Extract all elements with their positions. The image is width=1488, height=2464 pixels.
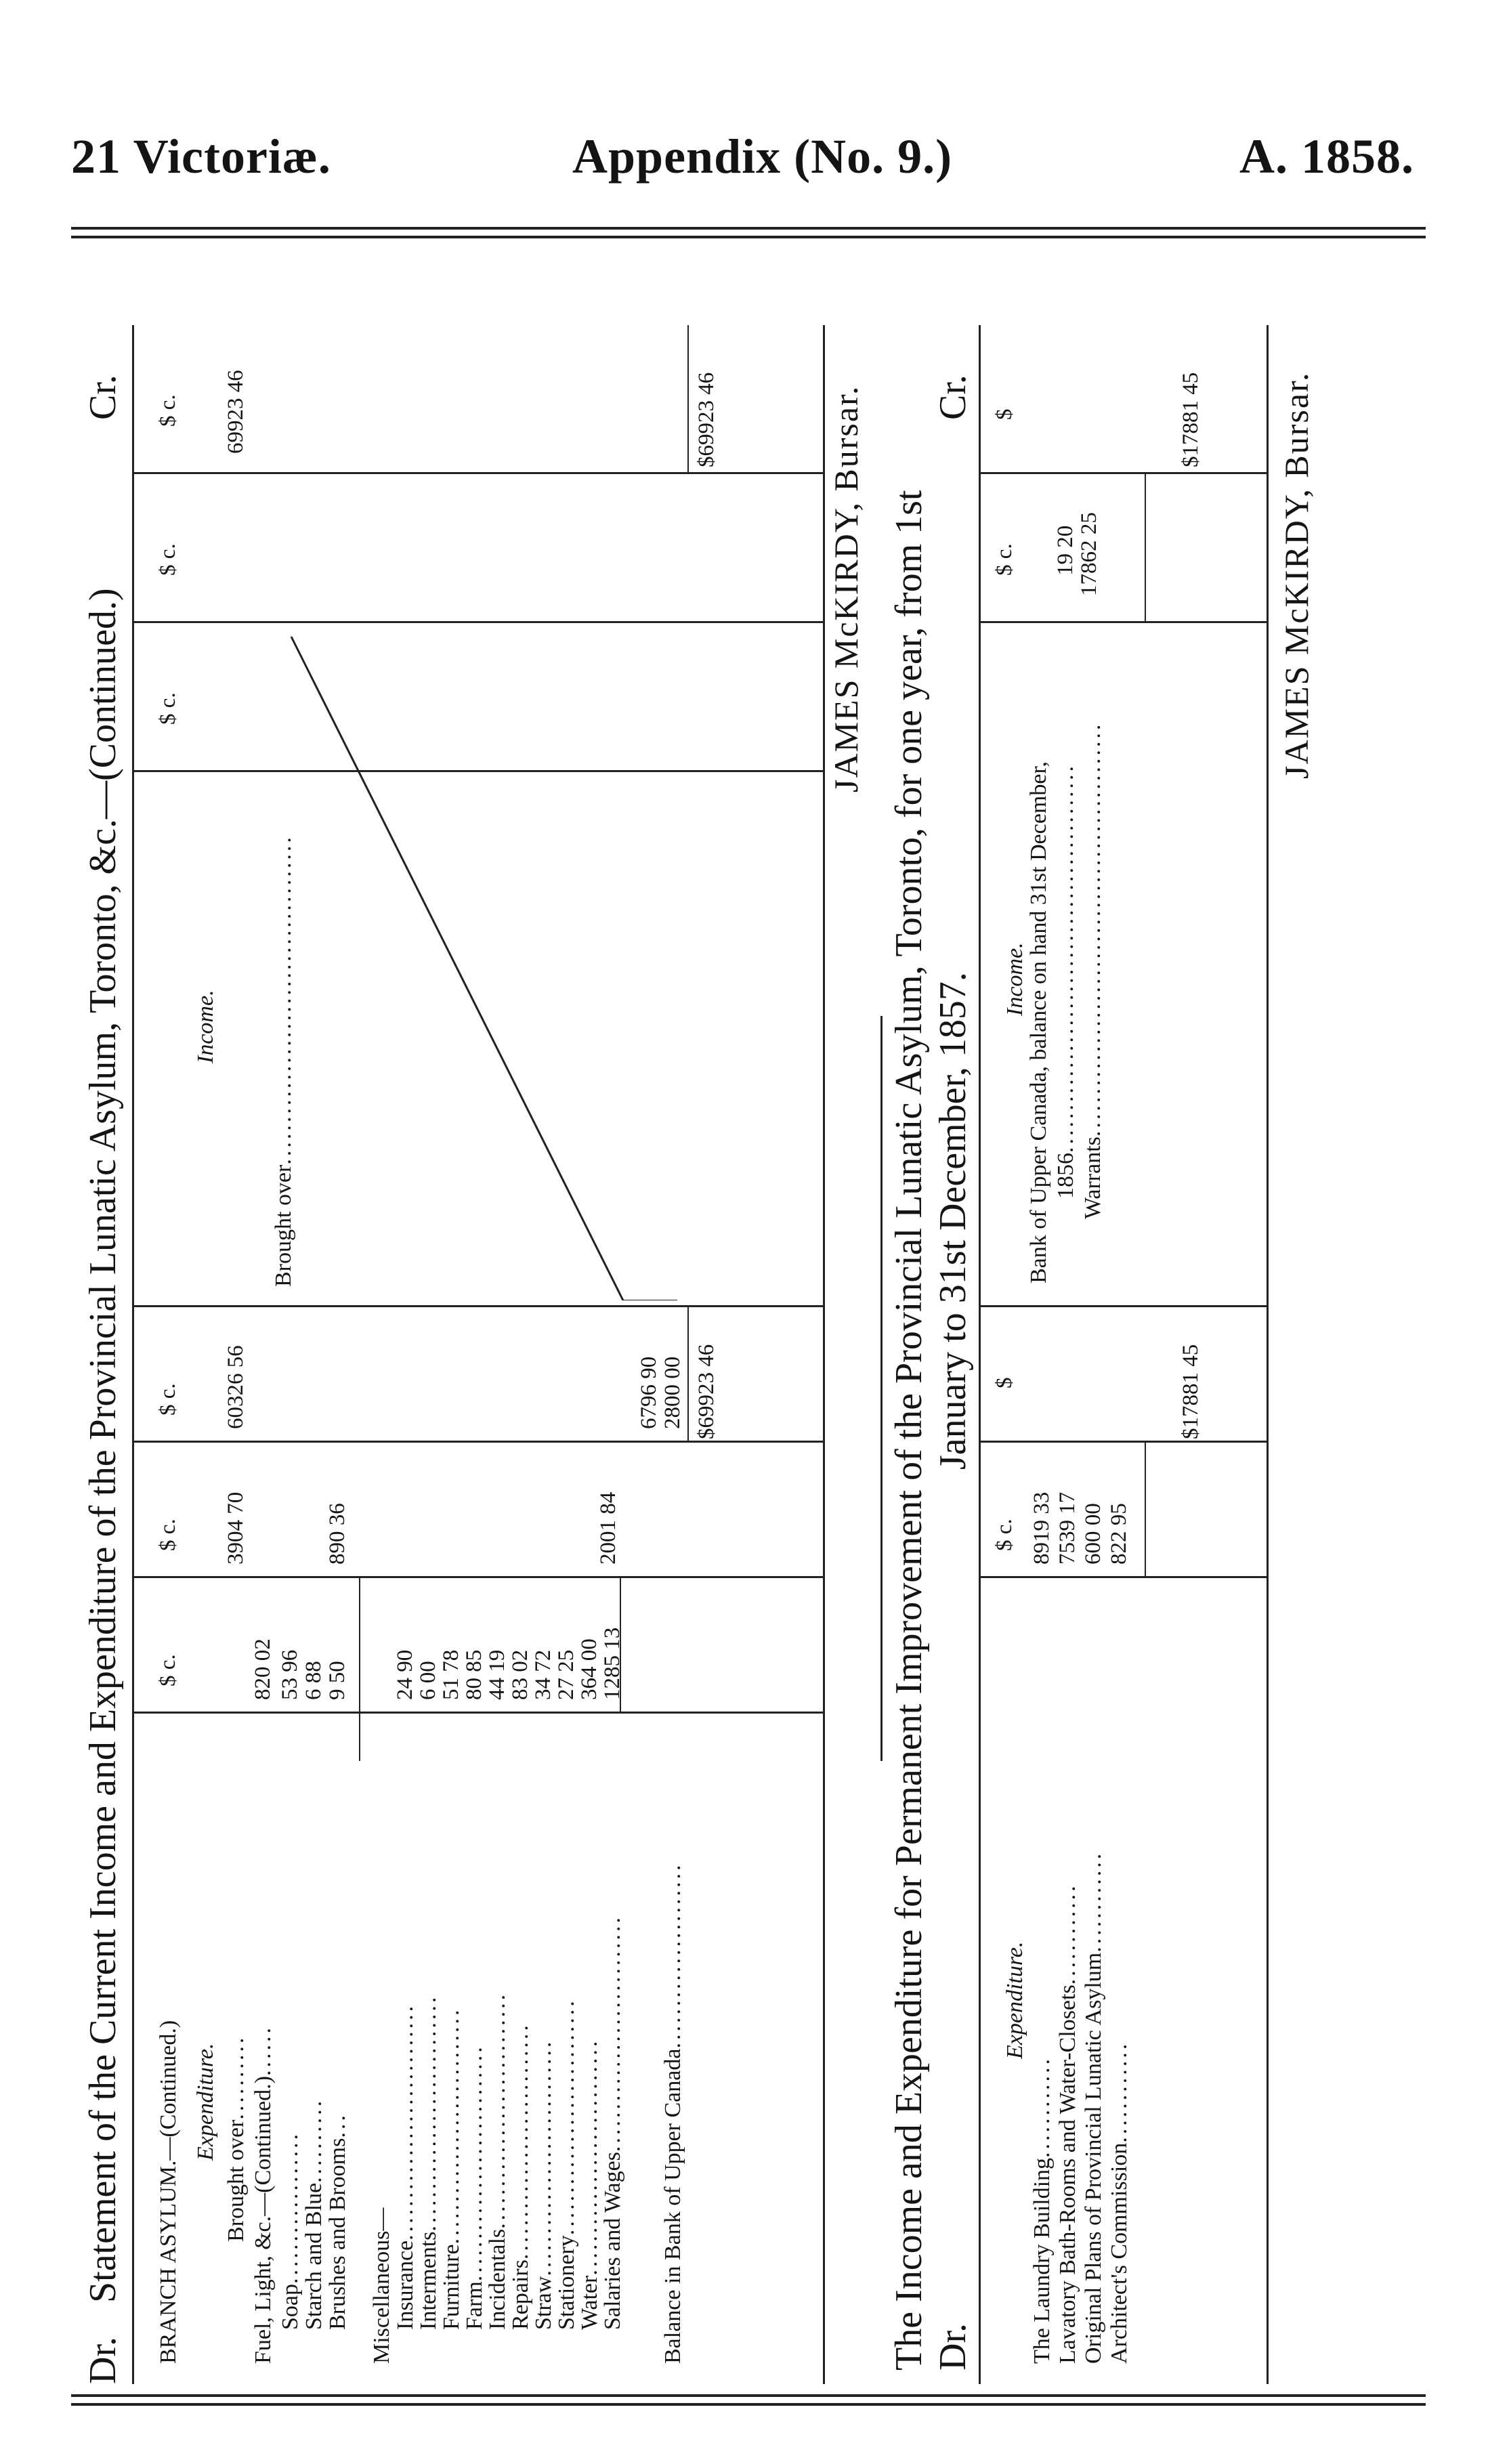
s2-expenditure-row-value: 822 95 (1107, 1503, 1131, 1565)
s2-expenditure-row-label: The Laundry Building............ (1029, 2056, 1055, 2364)
s1-brought-over-col3: 60326 56 (224, 1345, 248, 1429)
misc-row-value: 83 02 (508, 1649, 532, 1700)
s1-total-rule-dr (687, 1307, 689, 1443)
misc-row-label: Interments............................ (416, 1994, 441, 2330)
s1-inc-currency3: $ c. (156, 394, 180, 427)
s1-col1-left (134, 1712, 823, 1714)
s1-brushes-col2: 890 36 (325, 1503, 349, 1565)
s1-income-heading: Income. (193, 990, 218, 1063)
s2-income-2: Warrants................................................. (1080, 721, 1105, 1219)
statement2-title-rule (880, 1016, 883, 1761)
s2-expenditure-row-label: Original Plans of Provincial Lunatic Asylum............ (1081, 1850, 1106, 2364)
s1-sum-b: 2800 00 (660, 1356, 685, 1429)
s2-income-1b: 1856.............................................. (1053, 763, 1078, 1199)
s1-cancel-diagonal (284, 623, 691, 1300)
s1-starch-col1: 6 88 (301, 1661, 326, 1700)
misc-row-label: Farm............................ (462, 2044, 487, 2330)
s2-currency-col1: $ c. (992, 1518, 1017, 1551)
s1-brought-over-col2: 3904 70 (224, 1491, 248, 1565)
s1-soap-col1: 53 96 (278, 1649, 302, 1700)
misc-row-value: 27 25 (554, 1649, 578, 1700)
s1-currency-col2: $ c. (156, 1518, 180, 1551)
s2-inc-col2 (981, 472, 1267, 474)
statement2-top-rule (979, 325, 981, 2384)
s1-inc-col3 (134, 472, 823, 474)
misc-row-label: Stationery............................ (554, 1998, 579, 2330)
header-center: Appendix (No. 9.) (572, 129, 953, 184)
s1-brought-over: Brought over.......... (224, 2035, 249, 2242)
s1-total-cr: $69923 46 (694, 372, 719, 467)
header-left: 21 Victoriæ. (71, 129, 331, 184)
s1-misc-total: 2001 84 (596, 1491, 620, 1565)
s1-divider-dr-cr (134, 1305, 823, 1307)
misc-row-label: Straw............................ (531, 2039, 556, 2330)
bottom-rule-2 (71, 2403, 1426, 2406)
misc-row-label: Insurance............................ (393, 2003, 418, 2330)
s2-inc-col1 (981, 621, 1267, 623)
header-right: A. 1858. (1239, 129, 1414, 184)
s2-expenditure-row-label: Architect's Commission............ (1107, 2041, 1132, 2364)
misc-row-value: 24 90 (393, 1649, 417, 1700)
s1-inc-currency2: $ c. (156, 543, 180, 576)
misc-row-label: Repairs............................ (508, 2022, 533, 2330)
misc-row-label: Incidentals............................ (485, 1991, 510, 2330)
misc-row-label: Water............................ (577, 2038, 602, 2330)
misc-row-value: 34 72 (531, 1649, 555, 1700)
s1-currency-col3: $ c. (156, 1383, 180, 1416)
s2-income-1: Bank of Upper Canada, balance on hand 31st December, (1026, 761, 1051, 1283)
statement1-dr: Dr. (82, 2337, 124, 2384)
misc-row-label: Salaries and Wages............................ (600, 1915, 625, 2330)
misc-row-label: Furniture............................ (439, 2007, 464, 2330)
s1-section: BRANCH ASYLUM.—(Continued.) (156, 2020, 181, 2364)
statement2-bottom-rule (1267, 325, 1269, 2384)
bottom-rule (71, 2394, 1426, 2397)
statement1-top-rule (132, 325, 134, 2384)
s1-currency-col1: $ c. (156, 1654, 180, 1686)
s1-income-value: 69923 46 (224, 370, 248, 454)
misc-row-value: 51 78 (439, 1649, 463, 1700)
s2-income-1-value: 19 20 (1053, 525, 1078, 576)
s1-col3-left (134, 1441, 823, 1443)
s2-expenditure-row-label: Lavatory Bath-Rooms and Water-Closets............ (1055, 1883, 1080, 2364)
s1-inc-currency1: $ c. (156, 692, 180, 725)
statement2-title-line2: January to 31st December, 1857. (932, 972, 974, 1470)
misc-row-value: 44 19 (485, 1649, 509, 1700)
s1-misc-rule (359, 1578, 360, 1761)
s1-fuel: Fuel, Light, &c.—(Continued.)...... (251, 2025, 276, 2364)
s2-total-cr: $17881 45 (1178, 372, 1203, 467)
statement2-title-line1: The Income and Expenditure for Permanent Improvement of the Provincial Lunatic Asylum, Toronto, for one year, from 1st (888, 490, 930, 2371)
s1-total-dr: $69923 46 (694, 1344, 719, 1439)
s2-inc-currency1: $ c. (992, 543, 1017, 576)
misc-row-value: 364 00 (577, 1638, 601, 1700)
s2-inc-total-rule (1145, 474, 1146, 623)
top-rule (71, 227, 1426, 230)
s2-inc-currency2: $ (992, 408, 1017, 420)
s2-income-heading: Income. (1002, 942, 1027, 1016)
s1-misc-heading: Miscellaneous— (369, 2207, 394, 2364)
top-rule-2 (71, 236, 1426, 238)
misc-row-value: 80 85 (462, 1649, 486, 1700)
statement1-bottom-rule (823, 325, 825, 2384)
rotated-content (81, 284, 1409, 2384)
s2-total-dr: $17881 45 (1178, 1344, 1203, 1439)
s1-starch: Starch and Blue.......... (301, 2098, 326, 2330)
s1-signature: JAMES McKIRDY, Bursar. (827, 385, 865, 792)
s1-balance-label: Balance in Bank of Upper Canada...................... (660, 1862, 685, 2364)
misc-row-value: 1285 13 (600, 1627, 624, 1700)
statement1-cr: Cr. (82, 375, 124, 420)
statement2-dr: Dr. (932, 2323, 974, 2371)
statement2-cr: Cr. (932, 375, 974, 420)
s1-soap: Soap.................. (278, 2131, 303, 2330)
s2-currency-col2: $ (992, 1377, 1017, 1388)
s2-signature: JAMES McKIRDY, Bursar. (1277, 371, 1315, 779)
s2-expenditure-heading: Expenditure. (1002, 1941, 1027, 2059)
s2-col1-left (981, 1576, 1267, 1578)
s1-brushes: Brushes and Brooms... (325, 2112, 350, 2330)
s2-col2-left (981, 1441, 1267, 1443)
s2-income-2-value: 17862 25 (1077, 512, 1101, 596)
s1-misc-total-rule (620, 1578, 621, 1714)
s1-sum-a: 6796 90 (637, 1356, 661, 1429)
s1-total-rule-cr (687, 325, 689, 474)
statement1-title: Statement of the Current Income and Expenditure of the Provincial Lunatic Asylum, Toronto, &c.—(Continued.) (82, 588, 124, 2303)
s2-expenditure-row-value: 600 00 (1081, 1503, 1105, 1565)
s1-expenditure-heading: Expenditure. (193, 2043, 218, 2161)
s2-exp-total-rule (1145, 1443, 1146, 1578)
s2-divider-dr-cr (981, 1305, 1267, 1307)
s1-col2-left (134, 1576, 823, 1578)
misc-row-value: 6 00 (416, 1661, 440, 1700)
s2-expenditure-row-value: 8919 33 (1029, 1491, 1054, 1565)
s2-expenditure-row-value: 7539 17 (1055, 1491, 1080, 1565)
s1-fuel-col1: 820 02 (251, 1638, 275, 1700)
s1-brushes-col1: 9 50 (325, 1661, 349, 1700)
s1-income-brought-over: Brought over....................................... (271, 834, 296, 1287)
